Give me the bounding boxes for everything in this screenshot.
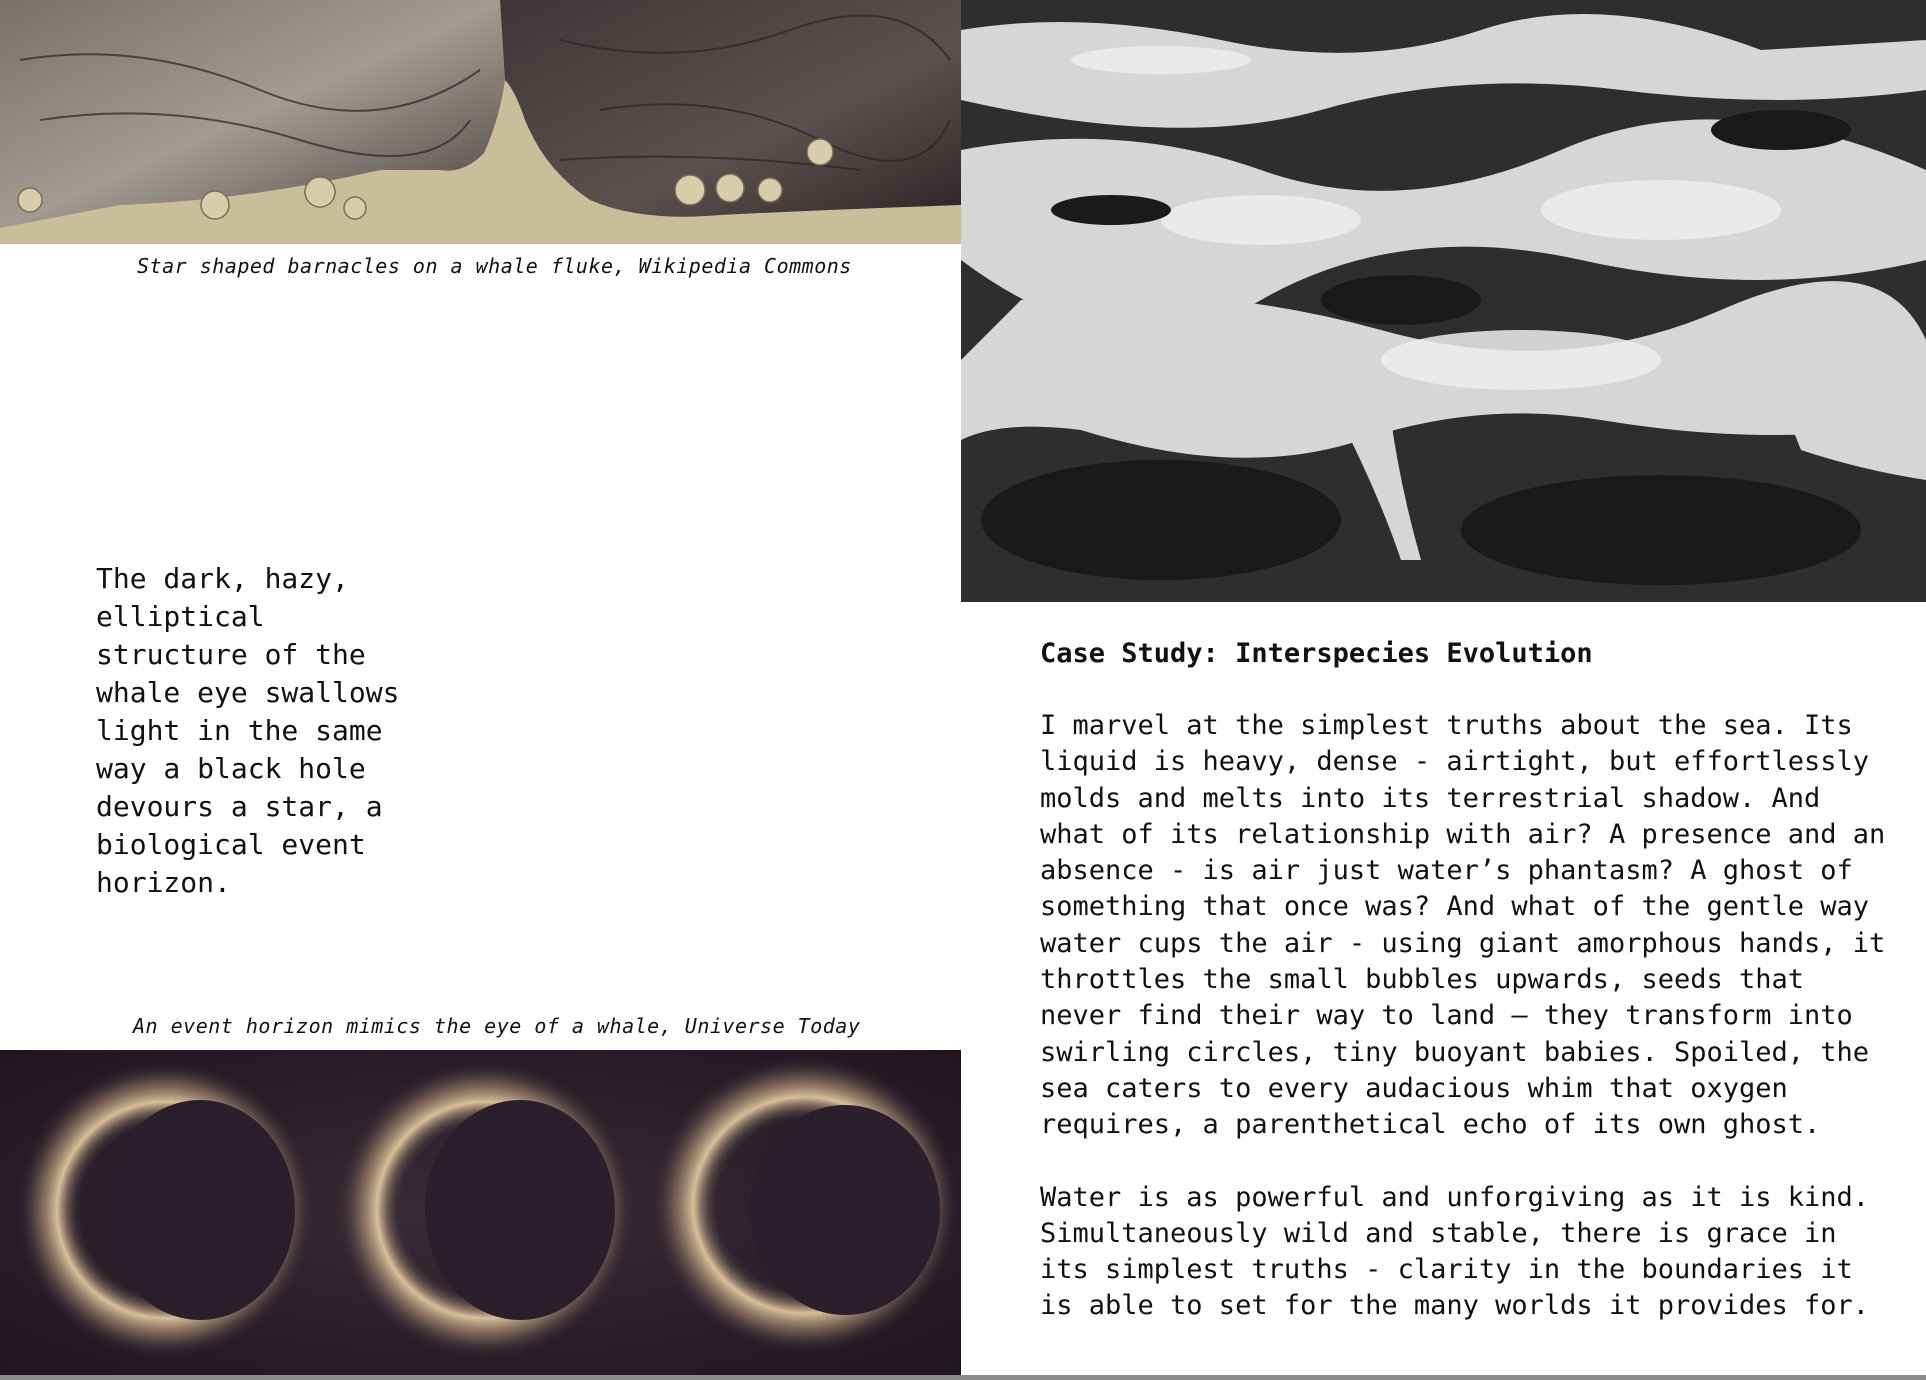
event-horizon-image-caption: An event horizon mimics the eye of a whale, Universe Today: [133, 1014, 861, 1038]
event-horizon-image: [0, 1050, 961, 1375]
case-study-section: [1040, 636, 1900, 1361]
sea-surface-image: [961, 0, 1926, 602]
fluke-image-caption: Star shaped barnacles on a whale fluke, Wikipedia Commons: [137, 254, 852, 278]
whale-fluke-image: [0, 0, 961, 244]
case-study-paragraph-2: Water is as powerful and unforgiving as it is kind. Simultaneously wild and stable, there is grace in its simplest truths - clarity in the boundaries it is able to set for the many worlds it provides for.: [1040, 1181, 1870, 1322]
pull-quote: The dark, hazy, elliptical structure of the whale eye swallows light in the same way a black hole devours a star, a biological event horizon.: [96, 562, 400, 899]
case-study-paragraph-1: I marvel at the simplest truths about the sea. Its liquid is heavy, dense - airtight, but effortlessly molds and melts into its terrestrial shadow. And what of its relationship with air? A presence and an absence - is air just water’s phantasm? A ghost of something that once was? And what of the gentle way water cups the air - using giant amorphous hands, it throttles the small bubbles upwards, seeds that never find their way to land — they transform into swirling circles, tiny buoyant babies. Spoiled, the sea caters to every audacious whim that oxygen requires, a parenthetical echo of its own ghost.: [1040, 710, 1886, 1141]
case-study-title: Case Study: Interspecies Evolution: [1040, 638, 1593, 669]
